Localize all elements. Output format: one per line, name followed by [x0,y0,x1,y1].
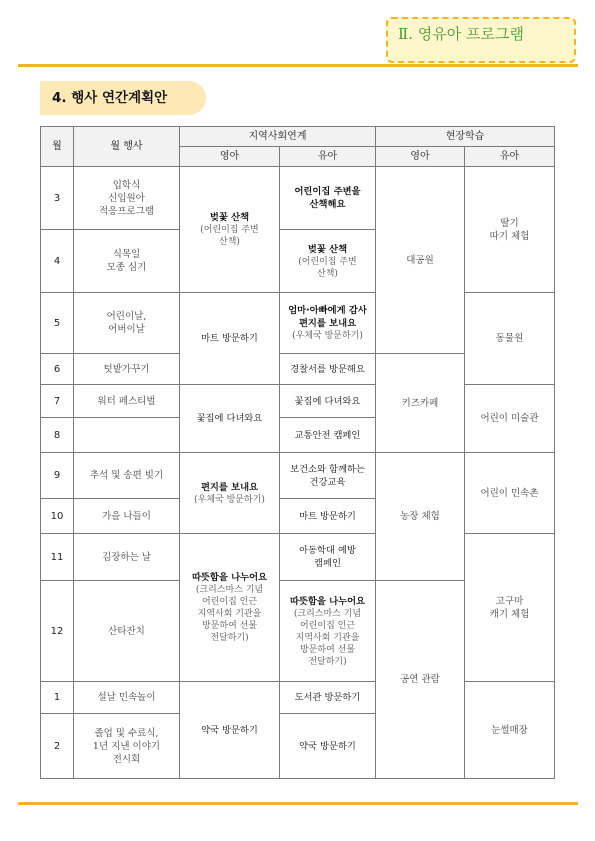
community-child-cell [280,230,376,293]
community-infant-sub: (어린이집 주변 산책) [200,225,259,247]
field-child-cell: 어린이 민속촌 [465,453,555,534]
chapter-label: Ⅱ. 영유아 프로그램 [386,17,576,63]
month-cell: 1 [41,682,74,714]
header-event: 월 행사 [74,127,180,167]
table-row [41,167,555,230]
community-child-cell: 꽃집에 다녀와요 [280,385,376,418]
table-row [41,293,555,354]
table-row [41,682,555,714]
section-title: 4. 행사 연간계획안 [40,81,206,115]
community-child-cell [280,293,376,354]
community-child-sub: (크리스마스 기념 어린이집 인근 지역사회 기관을 방문하여 선물 전달하기) [293,608,362,667]
field-infant-cell: 키즈카페 [376,354,465,453]
field-child-cell: 딸기 따기 체험 [465,167,555,293]
field-infant-cell: 대공원 [376,167,465,354]
month-cell: 9 [41,453,74,499]
community-infant-cell [180,534,280,682]
header-community-child: 유아 [280,147,376,167]
header-community-infant: 영아 [180,147,280,167]
community-child-title: 어린이집 주변을 산책해요 [294,186,361,210]
community-infant-cell [180,167,280,293]
field-child-cell: 고구마 캐기 체험 [465,534,555,682]
community-child-cell: 경찰서를 방문해요 [280,354,376,385]
community-child-cell: 도서관 방문하기 [280,682,376,714]
community-infant-cell: 꽃집에 다녀와요 [180,385,280,453]
month-cell: 3 [41,167,74,230]
table-row [41,453,555,499]
event-cell: 졸업 및 수료식, 1년 지낸 이야기 전시회 [74,714,180,779]
event-cell: 입학식 신입원아 적응프로그램 [74,167,180,230]
community-infant-sub: (크리스마스 기념 어린이집 인근 지역사회 기관을 방문하여 선물 전달하기) [195,585,264,643]
community-infant-cell: 마트 방문하기 [180,293,280,385]
community-infant-sub: (우체국 방문하기) [194,494,265,505]
community-child-sub: (우체국 방문하기) [292,331,363,341]
community-child-cell: 약국 방문하기 [280,714,376,779]
community-child-cell [280,167,376,230]
event-cell: 워터 페스티벌 [74,385,180,418]
header-field-trip: 현장학습 [376,127,555,147]
field-child-cell: 어린이 미술관 [465,385,555,453]
event-cell: 어린이날, 어버이날 [74,293,180,354]
community-child-cell [280,581,376,682]
event-cell: 김장하는 날 [74,534,180,581]
community-infant-title: 편지를 보내요 [200,481,259,493]
header-field-infant: 영아 [376,147,465,167]
field-child-cell: 눈썰매장 [465,682,555,779]
month-cell: 7 [41,385,74,418]
community-child-cell: 보건소와 함께하는 건강교육 [280,453,376,499]
table-row [41,385,555,418]
header-rule [18,64,578,67]
annual-event-plan-table [40,126,555,779]
event-cell [74,418,180,453]
header-community: 지역사회연계 [180,127,376,147]
community-child-cell: 교통안전 캠페인 [280,418,376,453]
month-cell: 2 [41,714,74,779]
community-infant-title: 벚꽃 산책 [209,212,250,223]
community-child-cell: 마트 방문하기 [280,499,376,534]
community-child-sub: (어린이집 주변 산책) [298,256,357,279]
month-cell: 5 [41,293,74,354]
event-cell: 산타잔치 [74,581,180,682]
event-cell: 식목일 모종 심기 [74,230,180,293]
community-infant-title: 따뜻함을 나누어요 [191,572,268,583]
month-cell: 12 [41,581,74,682]
footer-rule [18,802,578,805]
header-field-child: 유아 [465,147,555,167]
event-cell: 설날 민속놀이 [74,682,180,714]
community-infant-cell: 약국 방문하기 [180,682,280,779]
month-cell: 10 [41,499,74,534]
table-row [41,534,555,581]
month-cell: 4 [41,230,74,293]
field-infant-cell: 농장 체험 [376,453,465,581]
field-child-cell: 동물원 [465,293,555,385]
community-child-title: 엄마·아빠에게 감사 편지를 보내요 [288,305,367,329]
header-month: 월 [41,127,74,167]
field-infant-cell: 공연 관람 [376,581,465,779]
month-cell: 11 [41,534,74,581]
month-cell: 8 [41,418,74,453]
event-cell: 추석 및 송편 빚기 [74,453,180,499]
community-child-cell: 아동학대 예방 캠페인 [280,534,376,581]
community-child-title: 벚꽃 산책 [307,243,348,255]
community-child-title: 따뜻함을 나누어요 [289,595,366,607]
event-cell: 가을 나들이 [74,499,180,534]
community-infant-cell [180,453,280,534]
month-cell: 6 [41,354,74,385]
event-cell: 텃밭가꾸기 [74,354,180,385]
